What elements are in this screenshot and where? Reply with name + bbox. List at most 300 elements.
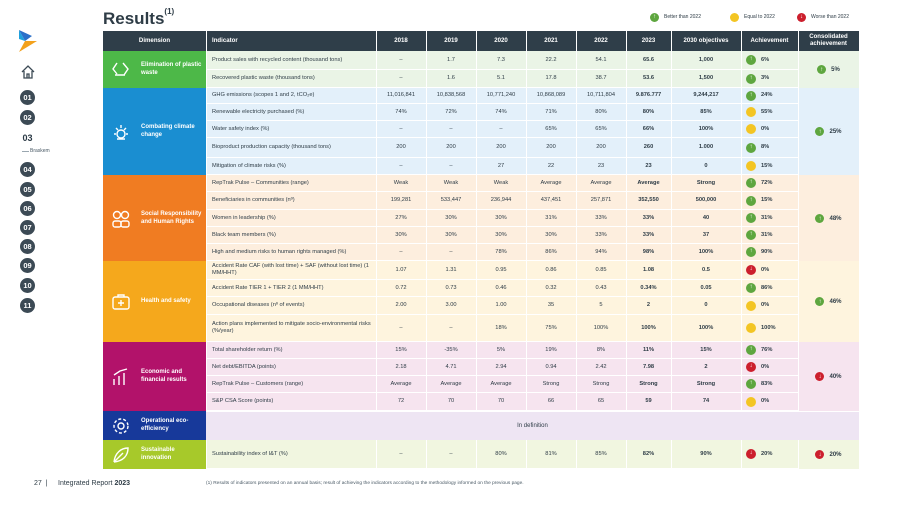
nav-item-02[interactable]: 02 (20, 110, 35, 125)
table-row (206, 227, 798, 244)
cell-obj: 0.05 (700, 284, 712, 291)
table-row (206, 175, 798, 192)
braskem-logo-icon[interactable] (19, 30, 37, 52)
column-divider (671, 31, 672, 469)
achievement-value: 15% (761, 162, 773, 169)
cell-v2022: 33% (595, 214, 607, 221)
column-divider (626, 31, 627, 469)
achievement-cell (746, 315, 798, 341)
indicator-name: RepTrak Pulse – Customers (range) (212, 380, 304, 387)
cell-obj: 37 (702, 231, 710, 238)
indicator-name: Beneficiaries in communities (nº) (212, 197, 295, 204)
cell-v2021: 10,868,089 (536, 92, 566, 99)
achievement-cell (746, 104, 798, 120)
indicator-name: Bioproduct production capacity (thousand tons) (212, 144, 331, 151)
cell-v2023: 9.876.777 (635, 92, 662, 99)
legend-worse: ↓ Worse than 2022 (797, 12, 849, 22)
circle-icon (746, 107, 756, 117)
cell-v2018: – (399, 75, 403, 82)
cell-v2021: 71% (545, 108, 557, 115)
achievement-cell (746, 51, 798, 69)
consolidated-value: 5% (831, 66, 840, 73)
table-row (206, 359, 798, 376)
cell-v2019: 533,447 (440, 197, 462, 204)
first-aid-icon (103, 292, 141, 312)
achievement-value: 31% (761, 231, 773, 238)
cell-obj: 1.000 (698, 144, 714, 151)
cell-obj: Strong (696, 179, 716, 186)
dimension-health-and-safety (103, 261, 206, 342)
achievement-cell (746, 88, 798, 103)
indicator-name: Net debt/EBITDA (points) (212, 363, 276, 370)
cell-v2023: 11% (642, 346, 655, 353)
cell-v2020: 5.1 (497, 75, 505, 82)
column-divider (476, 31, 477, 469)
cell-obj: Strong (696, 380, 716, 387)
nav-item-01[interactable]: 01 (20, 90, 35, 105)
indicator-name: Renewable electricity purchased (%) (212, 108, 305, 115)
nav-item-11[interactable]: 11 (20, 298, 35, 313)
arrow-up-icon: ↑ (746, 55, 756, 65)
people-icon (103, 209, 141, 229)
cell-v2022: 65% (595, 125, 607, 132)
in-definition-cell: In definition (206, 412, 859, 440)
cell-obj: 9,244,217 (693, 92, 719, 99)
achievement-value: 3% (761, 75, 770, 82)
table-header (103, 31, 859, 51)
nav-item-10[interactable]: 10 (20, 278, 35, 293)
column-divider (576, 31, 577, 469)
achievement-cell (746, 158, 798, 174)
table-row (206, 393, 798, 411)
indicator-name: Accident Rate TIER 1 + TIER 2 (1 MM/HHT) (212, 284, 324, 291)
arrow-down-icon: ↓ (746, 449, 756, 459)
achievement-cell (746, 393, 798, 410)
table-row (206, 244, 798, 261)
achievement-cell (746, 244, 798, 260)
cell-v2019: – (449, 125, 453, 132)
cell-v2019: -35% (444, 346, 458, 353)
cell-v2018: – (399, 248, 403, 255)
cell-v2023: 98% (642, 248, 655, 255)
cell-v2018: 27% (395, 214, 407, 221)
cell-v2022: 54.1 (595, 56, 607, 63)
cell-v2023: 53.6 (642, 75, 655, 82)
cell-v2021: 22 (547, 162, 555, 169)
cell-v2020: 74% (495, 108, 507, 115)
col-header-5: 2021 (544, 36, 558, 44)
achievement-value: 55% (761, 108, 773, 115)
cell-v2022: 5 (599, 302, 603, 309)
indicator-name: Total shareholder return (%) (212, 346, 283, 353)
table-row (206, 121, 798, 138)
legend-better: ↑ Better than 2022 (650, 12, 701, 22)
col-header-9: Achievement (750, 36, 789, 44)
cell-obj: 2 (704, 363, 708, 370)
report-name: Integrated Report 2023 (58, 480, 131, 487)
nav-item-06[interactable]: 06 (20, 201, 35, 216)
cell-v2018: 0.72 (395, 284, 407, 291)
cell-v2023: 59 (645, 398, 652, 405)
arrow-up-icon: ↑ (746, 247, 756, 257)
dimension-elimination-of-plastic-waste (103, 51, 206, 88)
indicator-name: Black team members (%) (212, 231, 276, 238)
cell-v2019: – (449, 324, 453, 331)
cell-obj: 0.5 (702, 266, 710, 273)
cell-v2022: 0.43 (595, 284, 607, 291)
achievement-value: 6% (761, 56, 770, 63)
achievement-value: 72% (761, 179, 773, 186)
arrow-up-icon: ↑ (746, 283, 756, 293)
achievement-cell (746, 261, 798, 279)
cell-v2022: Strong (592, 380, 610, 387)
indicator-name: S&P CSA Score (points) (212, 398, 274, 405)
arrow-up-icon: ↑ (746, 143, 756, 153)
cell-obj: 100% (698, 248, 714, 255)
cell-v2022: 85% (595, 450, 607, 457)
nav-item-03[interactable]: 03 (20, 130, 35, 145)
dimension-operational-eco-efficiency (103, 411, 206, 440)
cell-obj: 0 (704, 162, 708, 169)
cell-v2022: 257,871 (590, 197, 612, 204)
cell-v2018: Weak (393, 179, 409, 186)
table-row (206, 342, 798, 359)
cell-v2021: 75% (545, 324, 557, 331)
col-header-7: 2023 (641, 36, 656, 44)
dimension-sustainable-innovation (103, 440, 206, 469)
achievement-value: 100% (761, 324, 776, 331)
cell-v2021: 81% (545, 450, 557, 457)
cell-obj: 40 (702, 214, 710, 221)
achievement-value: 76% (761, 346, 773, 353)
indicator-name: Recovered plastic waste (thousand tons) (212, 75, 315, 82)
footnote: (1) Results of indicators presented on an annual basis; result of achieving the indicators according to the methodology informed on the previous page. (206, 481, 524, 486)
arrow-up-icon: ↑ (746, 379, 756, 389)
cell-v2019: 4.71 (445, 363, 457, 370)
column-divider (426, 31, 427, 469)
table-row (206, 70, 798, 88)
cell-v2020: 200 (496, 144, 506, 151)
dimension-label: Social Responsibility and Human Rights (141, 211, 202, 225)
circle-icon (746, 397, 756, 407)
table-row (206, 280, 798, 297)
cell-v2021: 17.8 (545, 75, 557, 82)
recycle-icon (103, 60, 141, 80)
arrow-up-icon: ↑ (815, 214, 824, 223)
cell-v2021: 0.86 (545, 266, 557, 273)
cell-v2021: 0.32 (545, 284, 557, 291)
cell-v2021: Strong (542, 380, 560, 387)
cell-v2021: 30% (545, 231, 557, 238)
cell-obj: 1,500 (698, 75, 714, 82)
cell-v2023: Strong (639, 380, 658, 387)
cell-v2022: 80% (595, 108, 607, 115)
table-row (206, 192, 798, 210)
cell-v2021: 200 (546, 144, 556, 151)
cell-v2018: 2.00 (395, 302, 407, 309)
legend-equal: Equal to 2022 (730, 12, 775, 22)
cell-v2018: – (399, 162, 403, 169)
indicator-name: Product sales with recycled content (thousand tons) (212, 56, 343, 63)
cell-v2021: Average (540, 179, 562, 186)
cell-v2020: – (499, 125, 503, 132)
cell-v2020: 78% (495, 248, 507, 255)
cell-v2023: 2 (646, 302, 651, 309)
column-divider (206, 31, 207, 469)
arrow-down-icon: ↓ (746, 265, 756, 275)
table-row (206, 88, 798, 104)
circle-icon (746, 161, 756, 171)
col-header-4: 2020 (494, 36, 508, 44)
chart-icon (103, 367, 141, 387)
dimension-label: Health and safety (141, 297, 191, 304)
cell-v2019: 30% (445, 231, 457, 238)
consolidated-achievement (798, 261, 859, 342)
cell-v2022: 0.85 (595, 266, 607, 273)
col-header-3: 2019 (444, 36, 458, 44)
cell-v2018: – (399, 56, 403, 63)
consolidated-value: 20% (829, 451, 842, 458)
col-header-1: Indicator (212, 36, 238, 44)
achievement-cell (746, 227, 798, 243)
cell-v2018: 200 (396, 144, 406, 151)
arrow-down-icon: ↓ (746, 362, 756, 372)
achievement-value: 8% (761, 144, 770, 151)
arrow-up-icon: ↑ (815, 127, 824, 136)
cell-v2023: 260 (643, 144, 654, 151)
cell-v2023: 1.08 (642, 266, 655, 273)
cell-obj: 100% (698, 324, 714, 331)
cell-v2020: 236,944 (490, 197, 512, 204)
achievement-cell (746, 192, 798, 209)
nav-item-05[interactable]: 05 (20, 182, 35, 197)
table-row (206, 261, 798, 280)
cell-v2020: Average (490, 380, 512, 387)
cell-v2023: 7.98 (642, 363, 655, 370)
cell-v2019: 200 (446, 144, 456, 151)
cell-v2023: 0.34% (640, 284, 657, 291)
cell-v2020: 30% (495, 214, 507, 221)
cell-v2022: 65 (597, 398, 605, 405)
gear-icon (103, 416, 141, 436)
cell-v2019: – (449, 248, 453, 255)
dimension-label: Sustainable innovation (141, 447, 175, 461)
nav-item-09[interactable]: 09 (20, 258, 35, 273)
consolidated-value: 40% (829, 373, 842, 380)
cell-v2022: Average (590, 179, 612, 186)
home-icon[interactable] (20, 64, 36, 80)
achievement-cell (746, 175, 798, 191)
column-divider (526, 31, 527, 469)
achievement-cell (746, 440, 798, 468)
arrow-up-icon: ↑ (650, 13, 659, 22)
cell-v2022: 8% (596, 346, 606, 353)
cell-v2022: 94% (595, 248, 607, 255)
arrow-up-icon: ↑ (815, 297, 824, 306)
cell-v2018: 11,016,841 (386, 92, 416, 99)
dimension-label: Operational eco-efficiency (141, 418, 189, 432)
arrow-up-icon: ↑ (746, 345, 756, 355)
cell-v2018: Average (390, 380, 412, 387)
consolidated-achievement (798, 440, 859, 469)
cell-v2019: Weak (443, 179, 459, 186)
achievement-cell (746, 359, 798, 375)
cell-v2019: 1.7 (447, 56, 455, 63)
arrow-up-icon: ↑ (746, 196, 756, 206)
cell-v2022: 2.42 (595, 363, 607, 370)
achievement-cell (746, 121, 798, 137)
cell-v2019: 0.73 (445, 284, 457, 291)
cell-v2020: 7.3 (497, 56, 505, 63)
cell-v2023: 23 (645, 162, 652, 169)
cell-obj: 1,000 (698, 56, 714, 63)
cell-v2020: 0.46 (495, 284, 507, 291)
consolidated-achievement (798, 175, 859, 262)
dimension-social-responsibility-and-human-rights (103, 175, 206, 262)
cell-v2018: 199,281 (390, 197, 412, 204)
arrow-down-icon: ↓ (797, 13, 806, 22)
cell-v2021: 86% (545, 248, 557, 255)
table-row (206, 297, 798, 315)
indicator-name: Mitigation of climate risks (%) (212, 162, 286, 169)
page-title: Results$^{(1)}$ (103, 7, 175, 28)
cell-obj: 74 (702, 398, 710, 405)
dimension-combating-climate-change (103, 88, 206, 175)
cell-v2023: Average (637, 179, 660, 186)
cell-v2018: 2.18 (395, 363, 407, 370)
sun-icon (103, 122, 141, 142)
achievement-value: 31% (761, 214, 773, 221)
cell-v2018: 1.07 (395, 266, 407, 273)
cell-v2023: 33% (642, 231, 655, 238)
col-header-10: Consolidated achievement (809, 33, 848, 47)
circle-icon (746, 124, 756, 134)
cell-v2019: 1.6 (447, 75, 455, 82)
cell-v2019: 72% (445, 108, 457, 115)
nav-item-07[interactable]: 07 (20, 220, 35, 235)
indicator-name: High and medium risks to human rights managed (%) (212, 248, 347, 255)
circle-icon (746, 301, 756, 311)
dimension-economic-and-financial-results (103, 342, 206, 411)
cell-v2021: 22.2 (545, 56, 557, 63)
indicator-name: RepTrak Pulse – Communities (range) (212, 179, 309, 186)
indicator-name: Sustainability index of I&T (%) (212, 450, 288, 457)
indicator-name: Occupational diseases (nº of events) (212, 302, 305, 309)
cell-v2023: 65.6 (642, 56, 655, 63)
table-row (206, 210, 798, 227)
achievement-value: 0% (761, 266, 770, 273)
table-row (206, 138, 798, 158)
consolidated-value: 46% (829, 298, 842, 305)
nav-sub-label[interactable]: Braskem (30, 148, 50, 154)
cell-v2023: 33% (642, 214, 655, 221)
cell-v2018: 15% (395, 346, 407, 353)
cell-v2023: 100% (641, 324, 656, 331)
cell-v2020: Weak (493, 179, 509, 186)
cell-obj: 85% (700, 108, 712, 115)
cell-obj: 90% (700, 450, 712, 457)
cell-v2022: 38.7 (595, 75, 607, 82)
arrow-up-icon: ↑ (746, 230, 756, 240)
cell-v2020: 70 (497, 398, 505, 405)
achievement-cell (746, 210, 798, 226)
achievement-value: 0% (761, 125, 770, 132)
achievement-cell (746, 70, 798, 87)
cell-v2021: 31% (545, 214, 557, 221)
cell-v2019: 10,838,568 (436, 92, 466, 99)
cell-v2019: Average (440, 380, 462, 387)
cell-obj: 0 (704, 302, 708, 309)
cell-v2020: 5% (496, 346, 506, 353)
cell-v2020: 30% (495, 231, 507, 238)
dimension-label: Economic and financial results (141, 369, 187, 383)
nav-item-04[interactable]: 04 (20, 162, 35, 177)
cell-v2019: 1.31 (445, 266, 457, 273)
cell-obj: 15% (700, 346, 712, 353)
circle-icon (730, 13, 739, 22)
cell-v2022: 33% (595, 231, 607, 238)
consolidated-value: 25% (829, 128, 842, 135)
indicator-name: Action plans implemented to mitigate socio-environmental risks (%/year) (212, 321, 371, 334)
achievement-cell (746, 297, 798, 314)
cell-v2020: 27 (497, 162, 505, 169)
indicator-name: Women in leadership (%) (212, 214, 276, 221)
arrow-up-icon: ↑ (746, 213, 756, 223)
col-header-2: 2018 (394, 36, 408, 44)
table-row (206, 158, 798, 175)
leaf-icon (103, 445, 141, 465)
cell-v2019: 3.00 (445, 302, 457, 309)
cell-v2020: 2.94 (495, 363, 507, 370)
nav-sub-divider (22, 151, 29, 152)
cell-v2018: – (399, 324, 403, 331)
achievement-cell (746, 376, 798, 392)
cell-v2022: 100% (593, 324, 609, 331)
arrow-up-icon: ↑ (817, 65, 826, 74)
cell-v2019: – (449, 162, 453, 169)
arrow-up-icon: ↑ (746, 178, 756, 188)
indicator-name: Water safety index (%) (212, 125, 270, 132)
cell-obj: 500,000 (695, 197, 717, 204)
dimension-label: Combating climate change (141, 124, 195, 138)
achievement-cell (746, 342, 798, 358)
cell-v2020: 0.95 (495, 266, 507, 273)
cell-obj: 100% (698, 125, 714, 132)
nav-item-08[interactable]: 08 (20, 239, 35, 254)
cell-v2023: 80% (642, 108, 655, 115)
achievement-value: 83% (761, 380, 773, 387)
column-divider (741, 31, 742, 469)
table-row (206, 376, 798, 393)
arrow-up-icon: ↑ (746, 74, 756, 84)
achievement-value: 86% (761, 284, 773, 291)
achievement-cell (746, 138, 798, 157)
consolidated-achievement (798, 342, 859, 411)
consolidated-value: 48% (829, 215, 842, 222)
table-row (206, 315, 798, 342)
cell-v2020: 18% (495, 324, 507, 331)
achievement-value: 0% (761, 363, 770, 370)
cell-v2019: 30% (445, 214, 457, 221)
cell-v2023: 82% (642, 450, 655, 457)
dimension-label: Elimination of plastic waste (141, 62, 202, 76)
cell-v2018: – (399, 125, 403, 132)
table-row (206, 440, 798, 469)
consolidated-achievement (798, 88, 859, 175)
cell-v2022: 10,711,804 (586, 92, 616, 99)
cell-v2023: 66% (642, 125, 655, 132)
cell-v2022: 23 (597, 162, 605, 169)
